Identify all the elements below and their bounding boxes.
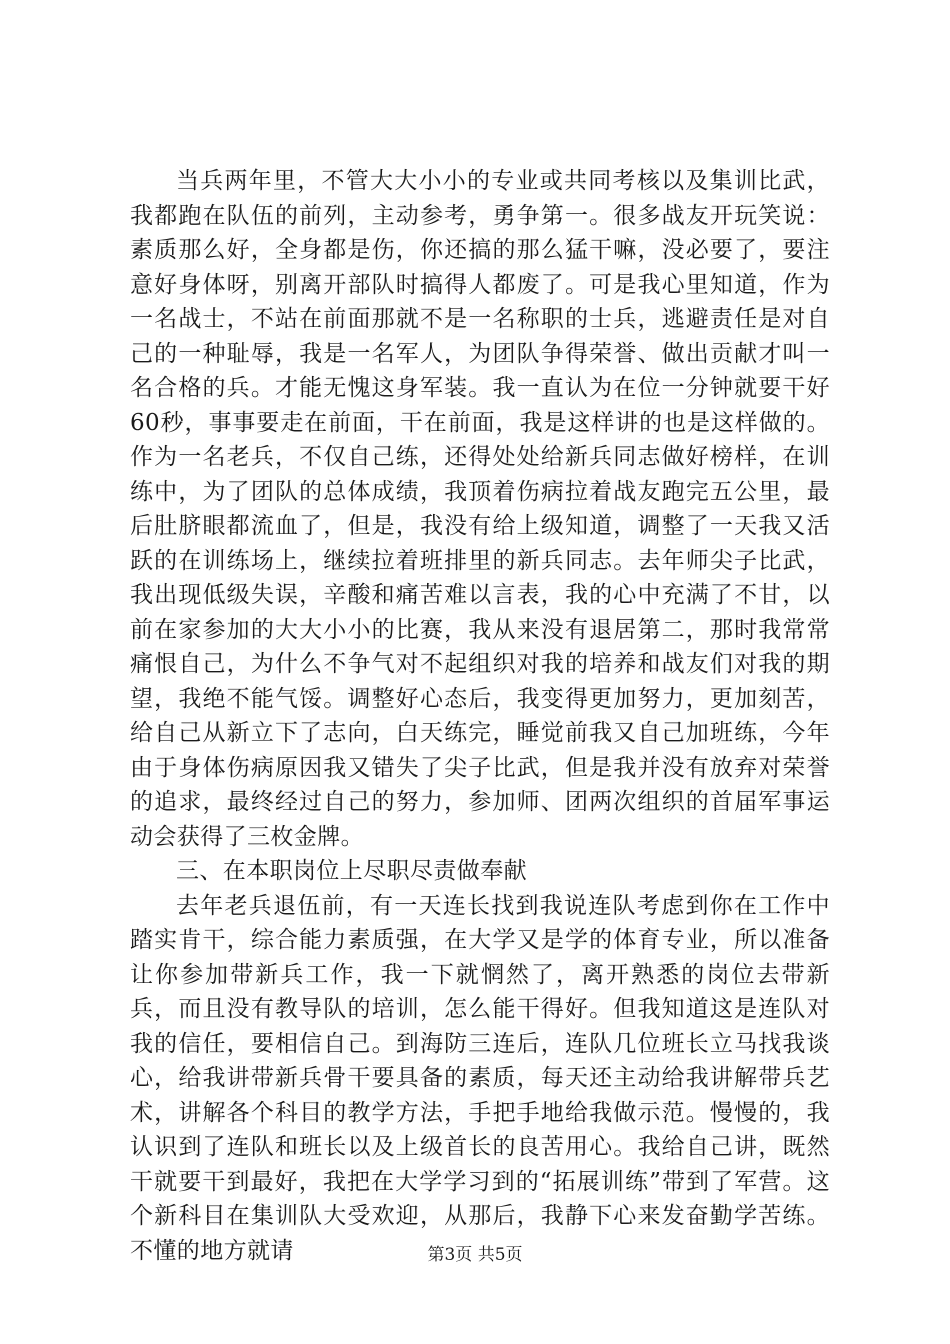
document-body	[130, 164, 830, 1268]
page-number-footer: 第3页 共5页	[427, 1245, 523, 1265]
paragraph-training: 去年老兵退伍前，有一天连长找到我说连队考虑到你在工作中踏实肯干，综合能力素质强，在大学又是学的体育专业，所以准备让你参加带新兵工作，我一下就惘然了，离开熟悉的岗位去带新兵，而且没有教导队的培训，怎么能干得好。但我知道这是连队对我的信任，要相信自己。到海防三连后，连队几位班长立马找我谈心，给我讲带新兵骨干要具备的素质，每天还主动给我讲解带兵艺术，讲解各个科目的教学方法，手把手地给我做示范。慢慢的，我认识到了连队和班长以及上级首长的良苦用心。我给自己讲，既然干就要干到最好，我把在大学学习到的“拓展训练”带到了军营。这个新科目在集训队大受欢迎，从那后，我静下心来发奋勤学苦练。不懂的地方就请	[130, 892, 830, 1264]
section-heading: 三、在本职岗位上尽职尽责做奉献	[176, 858, 527, 884]
paragraph-competition: 当兵两年里，不管大大小小的专业或共同考核以及集训比武，我都跑在队伍的前列，主动参考，勇争第一。很多战友开玩笑说：素质那么好，全身都是伤，你还搞的那么猛干嘛，没必要了，要注意好身体呀，别离开部队时搞得人都废了。可是我心里知道，作为一名战士，不站在前面那就不是一名称职的士兵，逃避责任是对自己的一种耻辱，我是一名军人，为团队争得荣誉、做出贡献才叫一名合格的兵。才能无愧这身军装。我一直认为在位一分钟就要干好60秒，事事要走在前面，干在前面，我是这样讲的也是这样做的。作为一名老兵，不仅自己练，还得处处给新兵同志做好榜样，在训练中，为了团队的总体成绩，我顶着伤病拉着战友跑完五公里，最后肚脐眼都流血了，但是，我没有给上级知道，调整了一天我又活跃的在训练场上，继续拉着班排里的新兵同志。去年师尖子比武，我出现低级失误，辛酸和痛苦难以言表，我的心中充满了不甘，以前在家参加的大大小小的比赛，我从来没有退居第二，那时我常常痛恨自己，为什么不争气对不起组织对我的培养和战友们对我的期望，我绝不能气馁。调整好心态后，我变得更加努力，更加刻苦，给自己从新立下了志向，白天练完，睡觉前我又自己加班练，今年由于身体伤病原因我又错失了尖子比武，但是我并没有放弃对荣誉的追求，最终经过自己的努力，参加师、团两次组织的首届军事运动会获得了三枚金牌。	[130, 168, 830, 850]
